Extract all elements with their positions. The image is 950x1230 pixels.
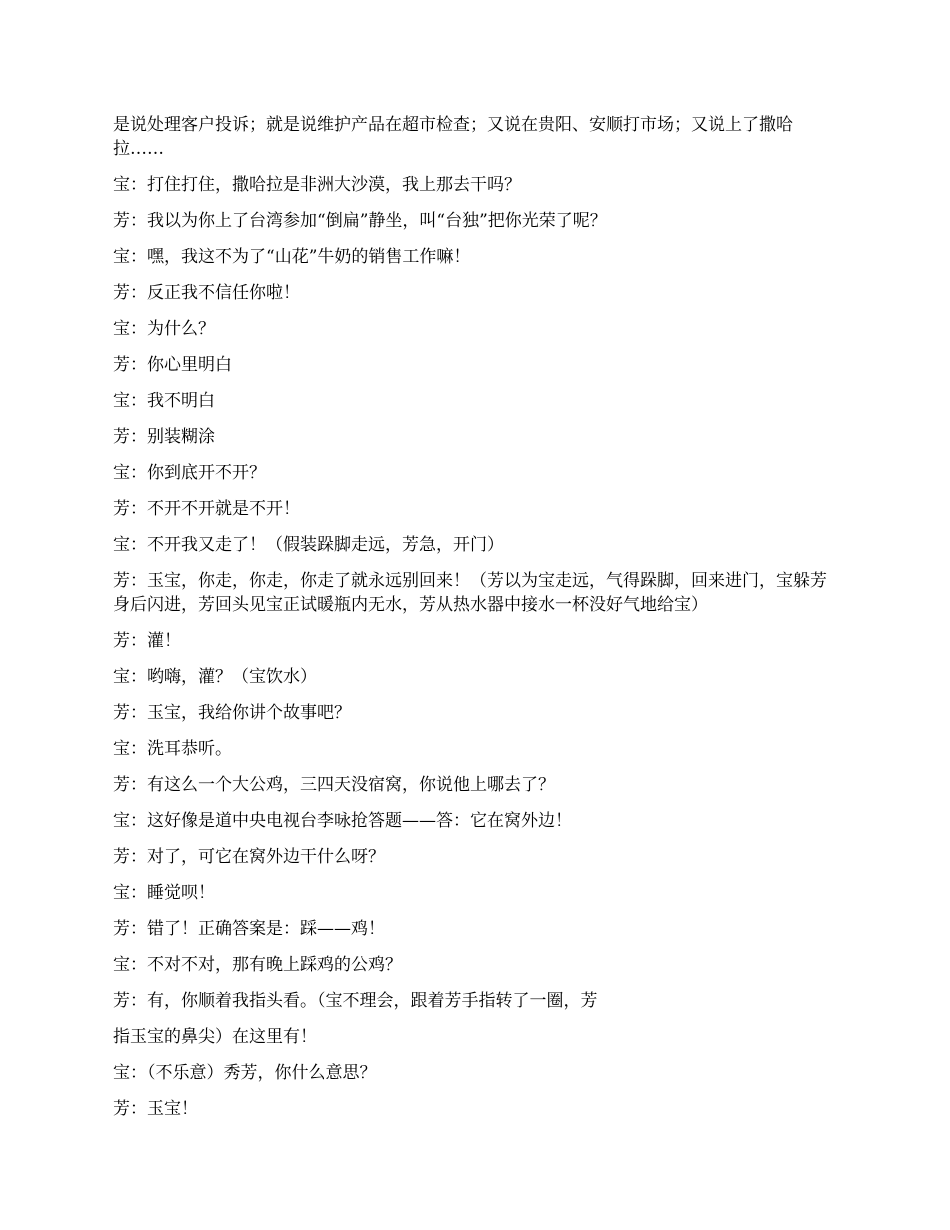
text-line: 宝：嘿，我这不为了“山花”牛奶的销售工作嘛！: [113, 247, 471, 267]
text-line: 芳：对了，可它在窝外边干什么呀？: [113, 847, 385, 867]
text-line: 宝：这好像是道中央电视台李咏抢答题——答：它在窝外边！: [113, 811, 572, 831]
text-line: 指玉宝的鼻尖）在这里有！: [113, 1027, 317, 1047]
text-line: 宝：我不明白: [113, 391, 215, 411]
text-line: 芳：玉宝！: [113, 1099, 198, 1119]
text-line: 宝：不开我又走了！（假装跺脚走远，芳急，开门）: [113, 535, 504, 555]
text-line: 芳：别装糊涂: [113, 427, 215, 447]
text-line: 宝：为什么？: [113, 319, 215, 339]
text-line: 宝：（不乐意）秀芳，你什么意思？: [113, 1063, 377, 1083]
text-line: 芳：我以为你上了台湾参加“倒扁”静坐，叫“台独”把你光荣了呢？: [113, 211, 607, 231]
text-line: 芳：反正我不信任你啦！: [113, 283, 300, 303]
text-line: 是说处理客户投诉；就是说维护产品在超市检查；又说在贵阳、安顺打市场；又说上了撒哈拉……: [113, 115, 793, 159]
text-line: 芳：有，你顺着我指头看。（宝不理会，跟着芳手指转了一圈，芳: [113, 991, 598, 1011]
text-line: 芳：灌！: [113, 631, 181, 651]
text-line: 芳：不开不开就是不开！: [113, 499, 300, 519]
text-line: 宝：你到底开不开？: [113, 463, 266, 483]
text-line: 宝：打住打住，撒哈拉是非洲大沙漠，我上那去干吗？: [113, 175, 521, 195]
text-line: 芳：有这么一个大公鸡，三四天没宿窝，你说他上哪去了？: [113, 775, 555, 795]
text-line: 芳：玉宝，我给你讲个故事吧？: [113, 703, 351, 723]
text-line: 宝：不对不对，那有晚上踩鸡的公鸡？: [113, 955, 402, 975]
text-line: 芳：你心里明白: [113, 355, 232, 375]
text-line: 芳：玉宝，你走，你走，你走了就永远别回来！（芳以为宝走远，气得跺脚，回来进门，宝躲芳身后闪进，芳回头见宝正试暖瓶内无水，芳从热水器中接水一杯没好气地给宝）: [113, 571, 827, 615]
document-body: [113, 113, 843, 1133]
text-line: 芳：错了！正确答案是：踩——鸡！: [113, 919, 385, 939]
text-line: 宝：睡觉呗！: [113, 883, 215, 903]
text-line: 宝：洗耳恭听。: [113, 739, 232, 759]
text-line: 宝：哟嗨，灌？（宝饮水）: [113, 667, 317, 687]
